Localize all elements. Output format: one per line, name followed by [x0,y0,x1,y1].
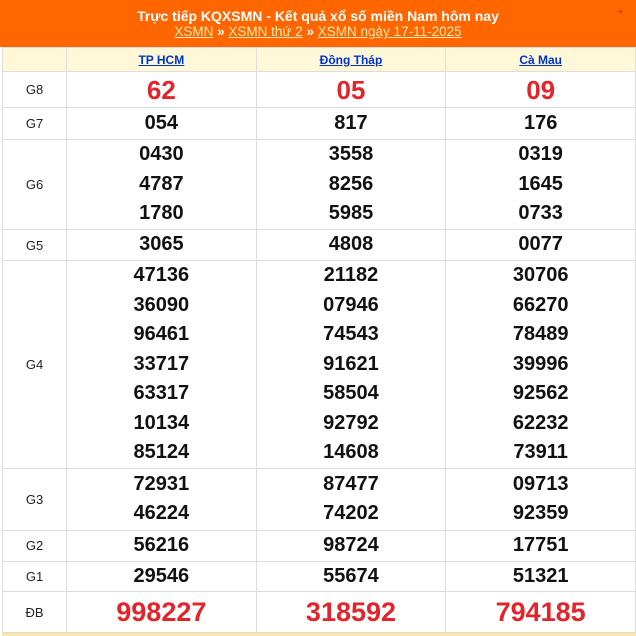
prize-number: 62 [146,75,176,105]
prize-number: 92359 [512,502,569,524]
prize-number: 36090 [133,293,190,316]
prize-cell [67,561,257,592]
prize-label: G2 [3,530,67,561]
prize-number: 87477 [323,472,379,495]
province-link-tp-hcm[interactable]: TP HCM [138,52,185,67]
prize-cell [256,592,446,633]
prize-number: 14608 [323,441,379,463]
prize-number: 30706 [512,264,569,286]
prize-label: G1 [3,561,67,592]
prize-number: 176 [523,111,558,134]
prize-cell [256,230,446,261]
prize-cell [67,108,257,140]
breadcrumb-separator: » [306,24,315,39]
prize-number: 4787 [139,172,184,195]
special-prize-number: 318592 [305,597,397,627]
prize-row-g8 [3,72,636,108]
prize-row-g2 [3,530,636,561]
prize-label: G7 [3,108,67,140]
prize-cell [446,140,636,230]
province-link-ca-mau[interactable]: Cà Mau [519,52,562,67]
prize-number: 51321 [512,564,569,587]
prize-cell [446,468,636,530]
prize-row-g4 [3,261,636,469]
prize-cell [256,561,446,592]
prize-column-header [3,48,67,72]
prize-cell [67,230,257,261]
prize-number: 62232 [512,411,569,434]
prize-number: 74543 [323,323,379,345]
prize-number: 92562 [512,382,569,404]
prize-label: G6 [3,140,67,230]
prize-cell [67,72,257,108]
prize-number: 85124 [133,441,190,463]
province-header [446,48,636,72]
prize-cell [256,468,446,530]
province-header [256,48,446,72]
prize-label: G4 [3,261,67,469]
prize-label: G5 [3,230,67,261]
prize-cell [446,561,636,592]
special-prize-number: 794185 [495,597,586,627]
prize-cell [256,140,446,230]
prize-cell [446,230,636,261]
prize-cell [256,108,446,140]
prize-number: 33717 [133,352,190,375]
prize-number: 0319 [518,143,563,166]
page-title: Trực tiếp KQXSMN - Kết quả xổ số miền Nam hôm nay [137,8,499,24]
prize-number: 1780 [139,202,184,225]
prize-number: 09713 [512,472,569,495]
breadcrumb [0,24,636,40]
prize-number: 78489 [512,323,569,345]
prize-number: 73911 [513,441,568,463]
prize-number: 74202 [323,502,379,524]
prize-cell [67,261,257,469]
prize-number: 09 [526,75,556,105]
prize-number: 0733 [518,202,563,225]
prize-number: 72931 [133,472,190,495]
prize-number: 98724 [323,533,379,556]
prize-number: 63317 [133,382,190,404]
prize-cell [256,530,446,561]
prize-row-đb [3,592,636,633]
results-table [2,47,636,633]
prize-number: 0430 [139,143,184,166]
breadcrumb-xsmn-thu-2[interactable]: XSMN thứ 2 [228,24,303,39]
prize-cell [446,72,636,108]
prize-cell [446,261,636,469]
prize-number: 1645 [518,172,563,195]
prize-row-g7 [3,108,636,140]
prize-label: G3 [3,468,67,530]
prize-number: 56216 [133,533,190,556]
prize-row-g3 [3,468,636,530]
prize-row-g6 [3,140,636,230]
prize-cell [256,72,446,108]
province-header-row [3,48,636,72]
prize-label: ĐB [3,592,67,633]
prize-number: 3065 [139,233,184,256]
prize-number: 5985 [328,202,374,225]
prize-cell [446,530,636,561]
prize-number: 66270 [512,293,569,316]
prize-row-g1 [3,561,636,592]
prize-number: 47136 [133,264,190,286]
prize-cell [256,261,446,469]
prize-number: 55674 [323,564,379,587]
breadcrumb-xsmn[interactable]: XSMN [174,24,214,39]
province-header [67,48,257,72]
prize-number: 817 [334,111,368,134]
prize-number: 8256 [328,172,374,195]
prize-cell [67,530,257,561]
prize-number: 054 [144,111,179,134]
prize-cell [446,108,636,140]
prize-number: 17751 [512,533,569,556]
prize-row-g5 [3,230,636,261]
prize-cell [67,592,257,633]
prize-number: 39996 [512,352,569,375]
prize-number: 10134 [133,411,190,434]
prize-number: 3558 [328,143,374,166]
status-dot-icon [619,10,622,13]
prize-number: 96461 [133,323,190,345]
prize-cell [67,140,257,230]
prize-number: 46224 [133,502,190,524]
prize-number: 21182 [323,264,379,286]
prize-label: G8 [3,72,67,108]
prize-number: 07946 [323,293,379,316]
breadcrumb-xsmn-date[interactable]: XSMN ngày 17-11-2025 [317,24,462,39]
prize-number: 4808 [328,233,374,256]
breadcrumb-separator: » [217,24,225,39]
prize-number: 58504 [323,382,379,404]
special-prize-number: 998227 [116,597,207,627]
prize-number: 29546 [133,564,190,587]
prize-number: 92792 [323,411,379,434]
prize-number: 91621 [323,352,379,375]
province-link-dong-thap[interactable]: Đồng Tháp [319,52,383,67]
prize-number: 05 [336,75,366,105]
prize-cell [67,468,257,530]
prize-number: 0077 [518,233,563,256]
results-header [0,0,636,47]
prize-cell [446,592,636,633]
